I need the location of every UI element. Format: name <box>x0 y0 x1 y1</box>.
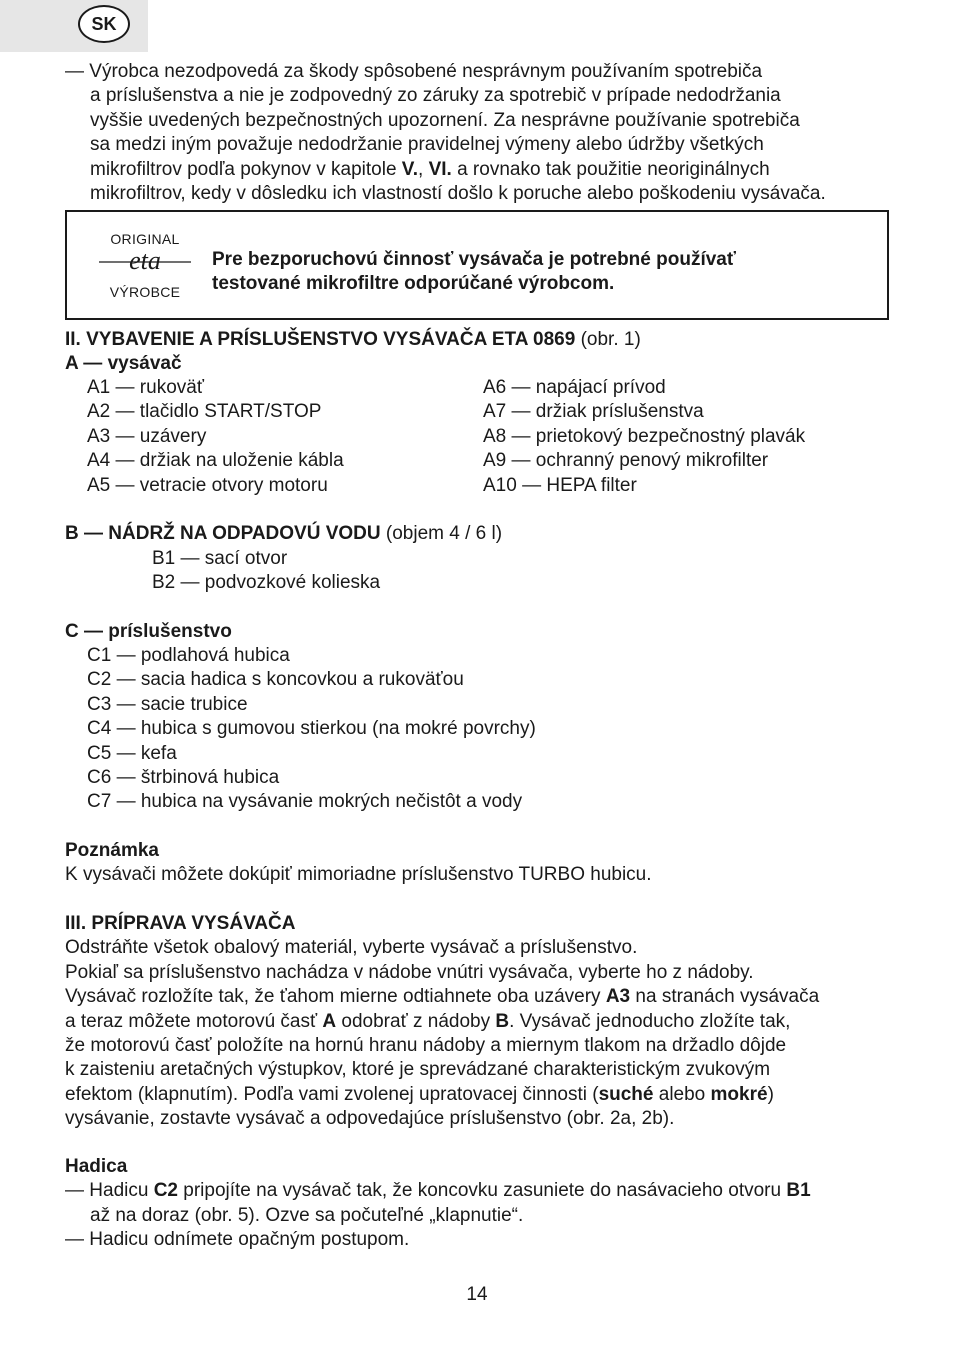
list-item: C2 — sacia hadica s koncovkou a rukoväťou <box>87 669 464 691</box>
hose-section <box>65 1155 895 1253</box>
list-item: A9 — ochranný penový mikrofilter <box>483 450 769 472</box>
hose-heading: Hadica <box>65 1156 128 1177</box>
language-tab <box>0 0 148 52</box>
logo-bottom-text: VÝROBCE <box>109 284 181 301</box>
group-a-right-column <box>483 376 805 498</box>
language-badge: SK <box>78 5 130 43</box>
text-run: . Vysávač jednoducho zložíte tak, <box>509 1010 791 1032</box>
intro-text: , <box>418 158 429 180</box>
mode-ref: suché <box>598 1083 654 1105</box>
intro-text: a rovnako tak použitie neoriginálnych <box>451 158 770 180</box>
part-ref: A <box>322 1010 337 1032</box>
intro-line: sa medzi iným považuje nedodržanie pravidelnej výmeny alebo údržby všetkých <box>90 134 764 156</box>
notice-line: Pre bezporuchovú činnosť vysávača je potrebné používať <box>212 249 736 270</box>
chapter-ref: VI. <box>428 158 452 180</box>
mode-ref: mokré <box>710 1083 768 1105</box>
intro-paragraph <box>65 60 895 206</box>
text-run: efektom (klapnutím). Podľa vami zvolenej upratovacej činnosti ( <box>65 1083 599 1105</box>
eta-brand-text: eta <box>129 248 161 275</box>
list-item: C5 — kefa <box>87 742 177 764</box>
section-title-bold: II. VYBAVENIE A PRÍSLUŠENSTVO VYSÁVAČA ETA 0869 <box>65 329 576 350</box>
logo-top-text: ORIGINAL <box>110 231 180 247</box>
paragraph-line: k zaisteniu aretačných výstupkov, ktoré je sprevádzané charakteristickým zvukovým <box>65 1059 771 1081</box>
group-b-heading-rest: (objem 4 / 6 l) <box>380 523 503 544</box>
paragraph-line <box>65 1179 895 1203</box>
group-b-heading-bold: B — NÁDRŽ NA ODPADOVÚ VODU <box>65 523 381 544</box>
list-item: A8 — prietokový bezpečnostný plavák <box>483 425 806 447</box>
list-item: A10 — HEPA filter <box>483 474 637 496</box>
paragraph-line <box>65 1083 895 1107</box>
section-iii <box>65 912 895 1132</box>
intro-line <box>65 158 895 182</box>
eta-brand-mark <box>95 248 195 276</box>
list-item: B2 — podvozkové kolieska <box>152 572 381 594</box>
paragraph-line: až na doraz (obr. 5). Ozve sa počuteľné „klapnutie“. <box>90 1204 524 1226</box>
paragraph-line: Odstráňte všetok obalový materiál, vyberte vysávač a príslušenstvo. <box>65 937 638 959</box>
text-run: pripojíte na vysávač tak, že koncovku zasuniete do nasávacieho otvoru <box>178 1180 787 1202</box>
group-a-heading: A — vysávač <box>65 353 182 374</box>
paragraph-line: Pokiaľ sa príslušenstvo nachádza v nádobe vnútri vysávača, vyberte ho z nádoby. <box>65 961 754 983</box>
intro-line: a príslušenstva a nie je zodpovedný zo záruky za spotrebič v prípade nedodržania <box>90 85 781 107</box>
list-item: C7 — hubica na vysávanie mokrých nečistôt a vody <box>87 791 523 813</box>
list-item: A1 — rukoväť <box>87 377 204 398</box>
section-iii-title: III. PRÍPRAVA VYSÁVAČA <box>65 913 296 934</box>
part-ref: B <box>495 1010 510 1032</box>
list-item: A5 — vetracie otvory motoru <box>87 474 328 496</box>
intro-line: mikrofiltrov, kedy v dôsledku ich vlastností došlo k poruche alebo poškodeniu vysávača. <box>90 183 826 205</box>
list-item: C4 — hubica s gumovou stierkou (na mokré povrchy) <box>87 718 536 740</box>
list-item: A6 — napájací prívod <box>483 377 666 398</box>
group-b-list <box>152 547 852 596</box>
list-item: C1 — podlahová hubica <box>87 645 290 666</box>
part-ref: B1 <box>786 1180 811 1202</box>
section-title-rest: (obr. 1) <box>575 329 641 350</box>
list-item: B1 — sací otvor <box>152 548 288 569</box>
part-ref: A3 <box>605 986 631 1008</box>
section-ii-title <box>65 328 895 352</box>
list-item: A7 — držiak príslušenstva <box>483 401 704 423</box>
list-item: A4 — držiak na uloženie kábla <box>87 450 344 472</box>
paragraph-line: že motorovú časť položíte na hornú hranu nádoby a miernym tlakom na držadlo dôjde <box>65 1035 787 1057</box>
notice-line: testované mikrofiltre odporúčané výrobcom. <box>212 273 615 295</box>
list-item: C3 — sacie trubice <box>87 693 248 715</box>
group-b-heading <box>65 522 895 546</box>
remark-heading: Poznámka <box>65 840 159 861</box>
text-run: — Hadicu <box>65 1180 154 1202</box>
paragraph-line <box>65 985 895 1009</box>
list-item: A2 — tlačidlo START/STOP <box>87 401 322 423</box>
text-run: alebo <box>653 1083 711 1105</box>
paragraph-line: — Hadicu odnímete opačným postupom. <box>65 1229 410 1251</box>
text-run: na stranách vysávača <box>630 986 820 1008</box>
remark-text: K vysávači môžete dokúpiť mimoriadne príslušenstvo TURBO hubicu. <box>65 864 652 886</box>
list-item: C6 — štrbinová hubica <box>87 767 280 789</box>
text-run: ) <box>767 1083 774 1105</box>
intro-text: mikrofiltrov podľa pokynov v kapitole <box>90 158 402 180</box>
group-a-left-column <box>87 376 344 498</box>
part-ref: C2 <box>153 1180 178 1202</box>
intro-line: — Výrobca nezodpovedá za škody spôsobené nesprávnym používaním spotrebiča <box>65 61 763 82</box>
page-number: 14 <box>466 1284 488 1305</box>
text-run: Vysávač rozložíte tak, že ťahom mierne odtiahnete oba uzávery <box>65 986 606 1008</box>
group-c-heading: C — príslušenstvo <box>65 621 232 642</box>
notice-box <box>65 210 889 320</box>
text-run: odobrať z nádoby <box>336 1010 496 1032</box>
paragraph-line <box>65 1010 895 1034</box>
text-run: a teraz môžete motorovú časť <box>65 1010 323 1032</box>
remark <box>65 839 895 888</box>
notice-text <box>212 248 872 297</box>
group-c-list <box>87 644 887 815</box>
list-item: A3 — uzávery <box>87 425 207 447</box>
intro-line: vyššie uvedených bezpečnostných upozornení. Za nesprávne používanie spotrebiča <box>90 109 800 131</box>
original-eta-logo <box>95 230 195 301</box>
chapter-ref: V. <box>401 158 419 180</box>
paragraph-line: vysávanie, zostavte vysávač a odpovedajúce príslušenstvo (obr. 2a, 2b). <box>65 1108 675 1130</box>
